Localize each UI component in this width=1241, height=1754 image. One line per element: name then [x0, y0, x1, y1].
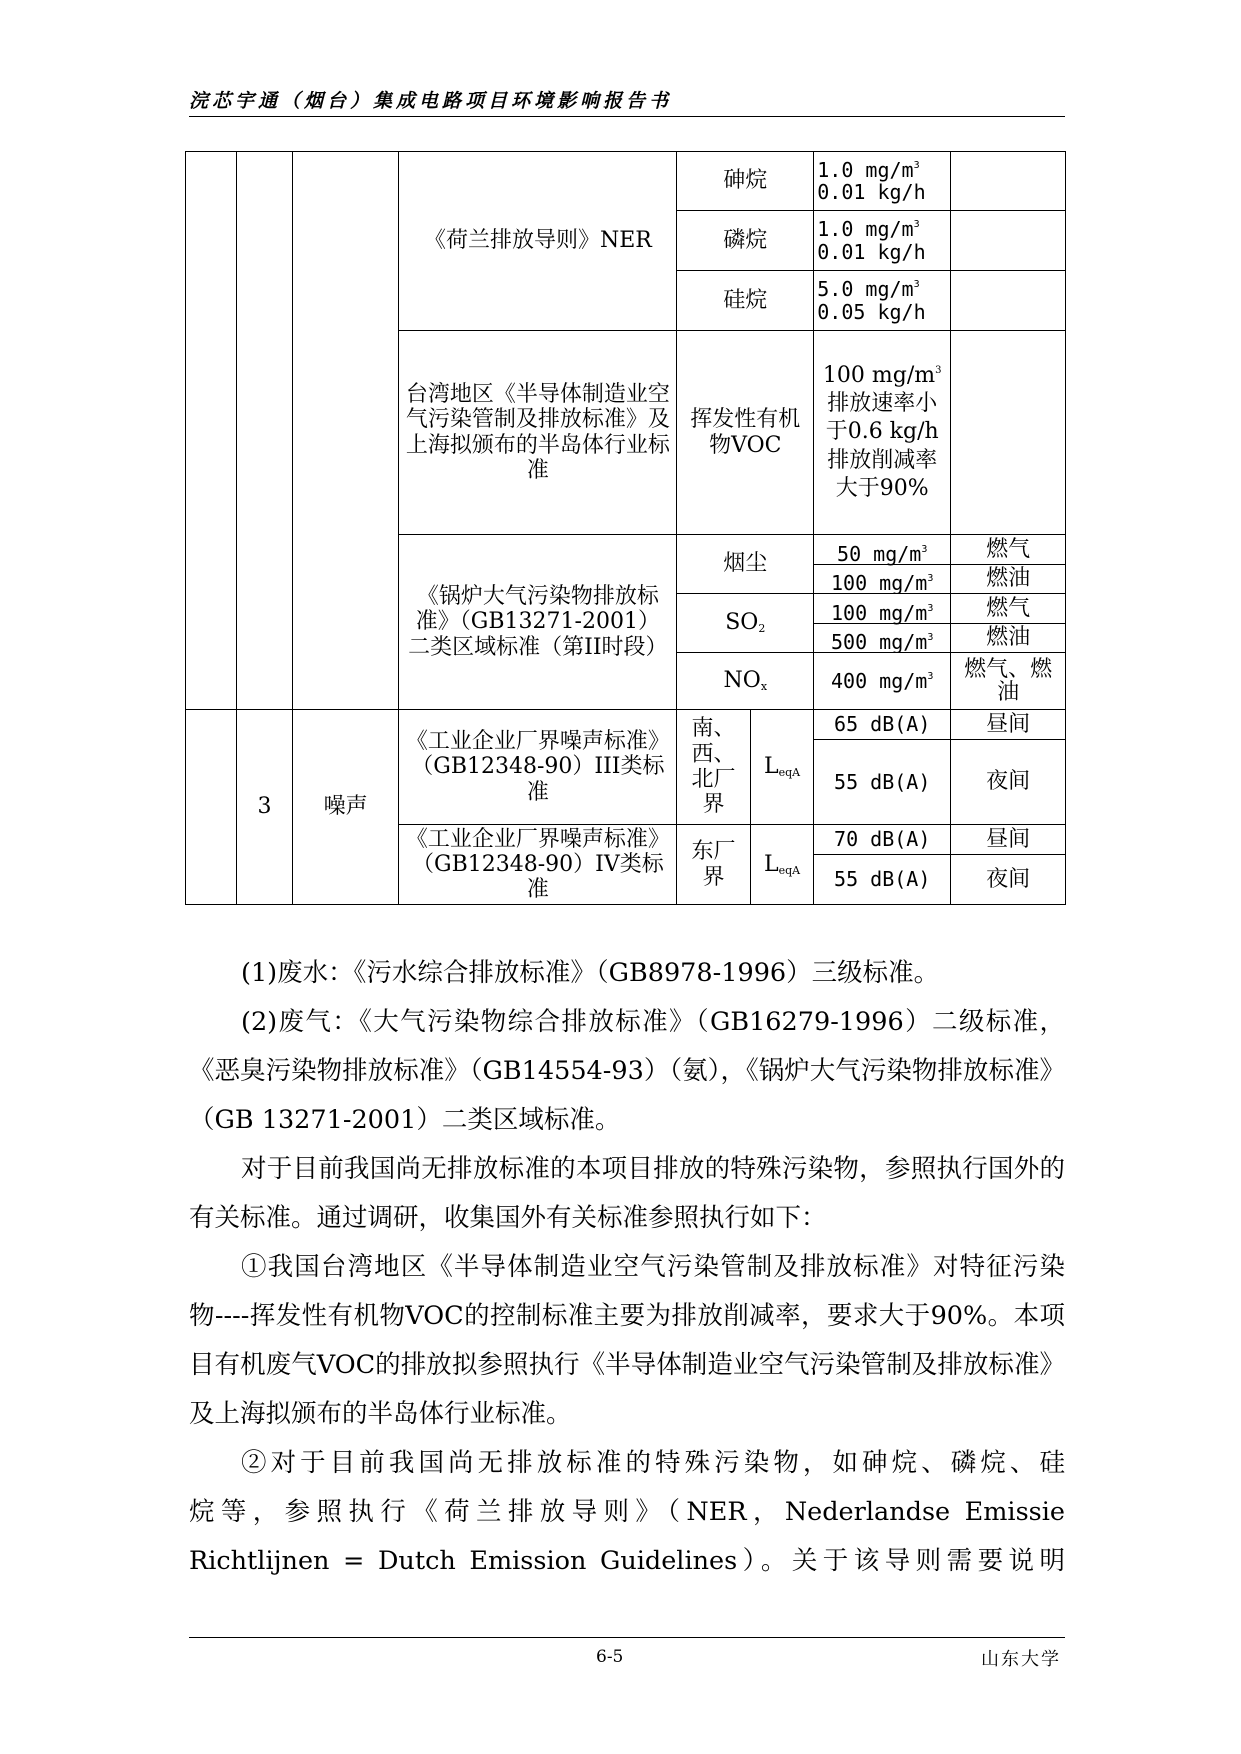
- voc-limit: [814, 331, 951, 535]
- ner-standard: 《荷兰排放导则》NER: [399, 152, 677, 331]
- boiler-so2: $SO_2$: [677, 594, 814, 653]
- cell-empty-note: [951, 211, 1066, 271]
- paragraph-5-line-2: 烷等，参照执行《荷兰排放导则》（NER，Nederlandse Emissie: [189, 1497, 1065, 1527]
- footer-rule: [189, 1637, 1065, 1638]
- limit-rate: 0.01 kg/h: [817, 180, 926, 204]
- boiler-dust-limit: [814, 535, 951, 594]
- paragraph-5-line-1: ②对于目前我国尚无排放标准的特殊污染物，如砷烷、磷烷、硅: [241, 1448, 1065, 1478]
- limit-conc: 5.0 mg/m: [817, 277, 914, 302]
- body-text: [189, 949, 1065, 1586]
- ner-limit: [814, 152, 951, 211]
- boiler-so2-note: 燃气 燃油: [951, 594, 1066, 653]
- cell-empty-note: [951, 331, 1066, 535]
- header-rule: [189, 116, 1065, 117]
- noise-std1: 《工业企业厂界噪声标准》（GB12348-90）III类标准: [399, 710, 677, 825]
- ner-pollutant: 磷烷: [677, 211, 814, 271]
- paragraph-2: (2)废气：《大气污染物综合排放标准》（GB16279-1996）二级标准，《恶臭污染物排放标准》（GB14554-93）（氨），《锅炉大气污染物排放标准》（GB 13271-2001）二类区域标准。: [189, 1007, 1065, 1135]
- boiler-nox-limit: 400 $mg/m^3$: [814, 653, 951, 710]
- dust-oil: 100 $mg/m^3$: [831, 570, 934, 594]
- cell-empty-note: [951, 271, 1066, 331]
- noise-loc2: 东厂界: [677, 825, 750, 905]
- voc-limit-conc: 100 mg/m: [822, 363, 936, 389]
- boiler-nox: $NO_x$: [677, 653, 814, 710]
- standards-table: [185, 151, 1066, 905]
- limit-conc: 1.0 mg/m: [817, 217, 914, 242]
- limit-rate: 0.05 kg/h: [817, 299, 926, 324]
- voc-pollutant: 挥发性有机物VOC: [677, 331, 814, 535]
- noise-day2-label: 昼间: [951, 825, 1066, 855]
- noise-loc1: 南、西、北厂界: [677, 710, 750, 825]
- voc-limit-text: 排放速率小于0.6 kg/h 排放削减率大于90%: [825, 391, 939, 501]
- limit-conc: 1.0 mg/m: [817, 157, 914, 182]
- boiler-dust: 烟尘: [677, 535, 814, 594]
- unit-sup: 3: [913, 159, 920, 171]
- paragraph-1: (1)废水：《污水综合排放标准》（GB8978-1996）三级标准。: [241, 958, 940, 988]
- footer-org: 山东大学: [981, 1649, 1061, 1670]
- so2-oil: 500 $mg/m^3$: [831, 629, 934, 653]
- header-title: 浣芯宇通（烟台）集成电路项目环境影响报告书: [189, 90, 673, 112]
- voc-standard: 台湾地区《半导体制造业空气污染管制及排放标准》及上海拟颁布的半岛体行业标准: [399, 331, 677, 535]
- dust-gas: 50 $mg/m^3$: [814, 536, 950, 565]
- page-number: 6-5: [596, 1647, 624, 1667]
- limit-rate: 0.01 kg/h: [817, 239, 926, 264]
- unit-sup: 3: [913, 279, 920, 291]
- ner-limit: [814, 211, 951, 271]
- cell-empty-a2: [186, 710, 237, 905]
- noise-night1-label: 夜间: [951, 740, 1066, 825]
- paragraph-3: 对于目前我国尚无排放标准的本项目排放的特殊污染物，参照执行国外的有关标准。通过调研，收集国外有关标准参照执行如下：: [189, 1154, 1065, 1233]
- ner-pollutant: 硅烷: [677, 271, 814, 331]
- cell-empty-note: [951, 152, 1066, 211]
- boiler-dust-note: 燃气 燃油: [951, 535, 1066, 594]
- noise-category: 噪声: [292, 710, 399, 905]
- noise-leq2: $L_{eqA}$: [750, 825, 813, 905]
- so2-gas: 100 $mg/m^3$: [814, 595, 950, 624]
- unit-sup: 3: [913, 219, 920, 231]
- cell-empty-c: [292, 152, 399, 710]
- noise-day1-label: 昼间: [951, 710, 1066, 740]
- noise-night1: 55 dB(A): [814, 740, 951, 825]
- boiler-so2-limit: [814, 594, 951, 653]
- noise-day1: 65 dB(A): [814, 710, 951, 740]
- ner-limit: [814, 271, 951, 331]
- boiler-standard: 《锅炉大气污染物排放标准》（GB13271-2001）二类区域标准（第II时段）: [399, 535, 677, 710]
- noise-leq1: $L_{eqA}$: [750, 710, 813, 825]
- boiler-nox-note: 燃气、燃油: [951, 653, 1066, 710]
- paragraph-5-line-3: Richtlijnen = Dutch Emission Guidelines）。关于该导则需要说明: [189, 1546, 1065, 1576]
- noise-std2: 《工业企业厂界噪声标准》（GB12348-90）IV类标准: [399, 825, 677, 905]
- ner-pollutant: 砷烷: [677, 152, 814, 211]
- noise-night2-label: 夜间: [951, 855, 1066, 905]
- noise-night2: 55 dB(A): [814, 855, 951, 905]
- cell-empty-a: [186, 152, 237, 710]
- noise-no: 3: [237, 710, 292, 905]
- cell-empty-b: [237, 152, 292, 710]
- unit-sup: 3: [935, 365, 942, 377]
- paragraph-4: ①我国台湾地区《半导体制造业空气污染管制及排放标准》对特征污染物----挥发性有机物VOC的控制标准主要为排放削减率，要求大于90%。本项目有机废气VOC的排放拟参照执行《半导体制造业空气污染管制及排放标准》及上海拟颁布的半岛体行业标准。: [189, 1252, 1065, 1429]
- noise-day2: 70 dB(A): [814, 825, 951, 855]
